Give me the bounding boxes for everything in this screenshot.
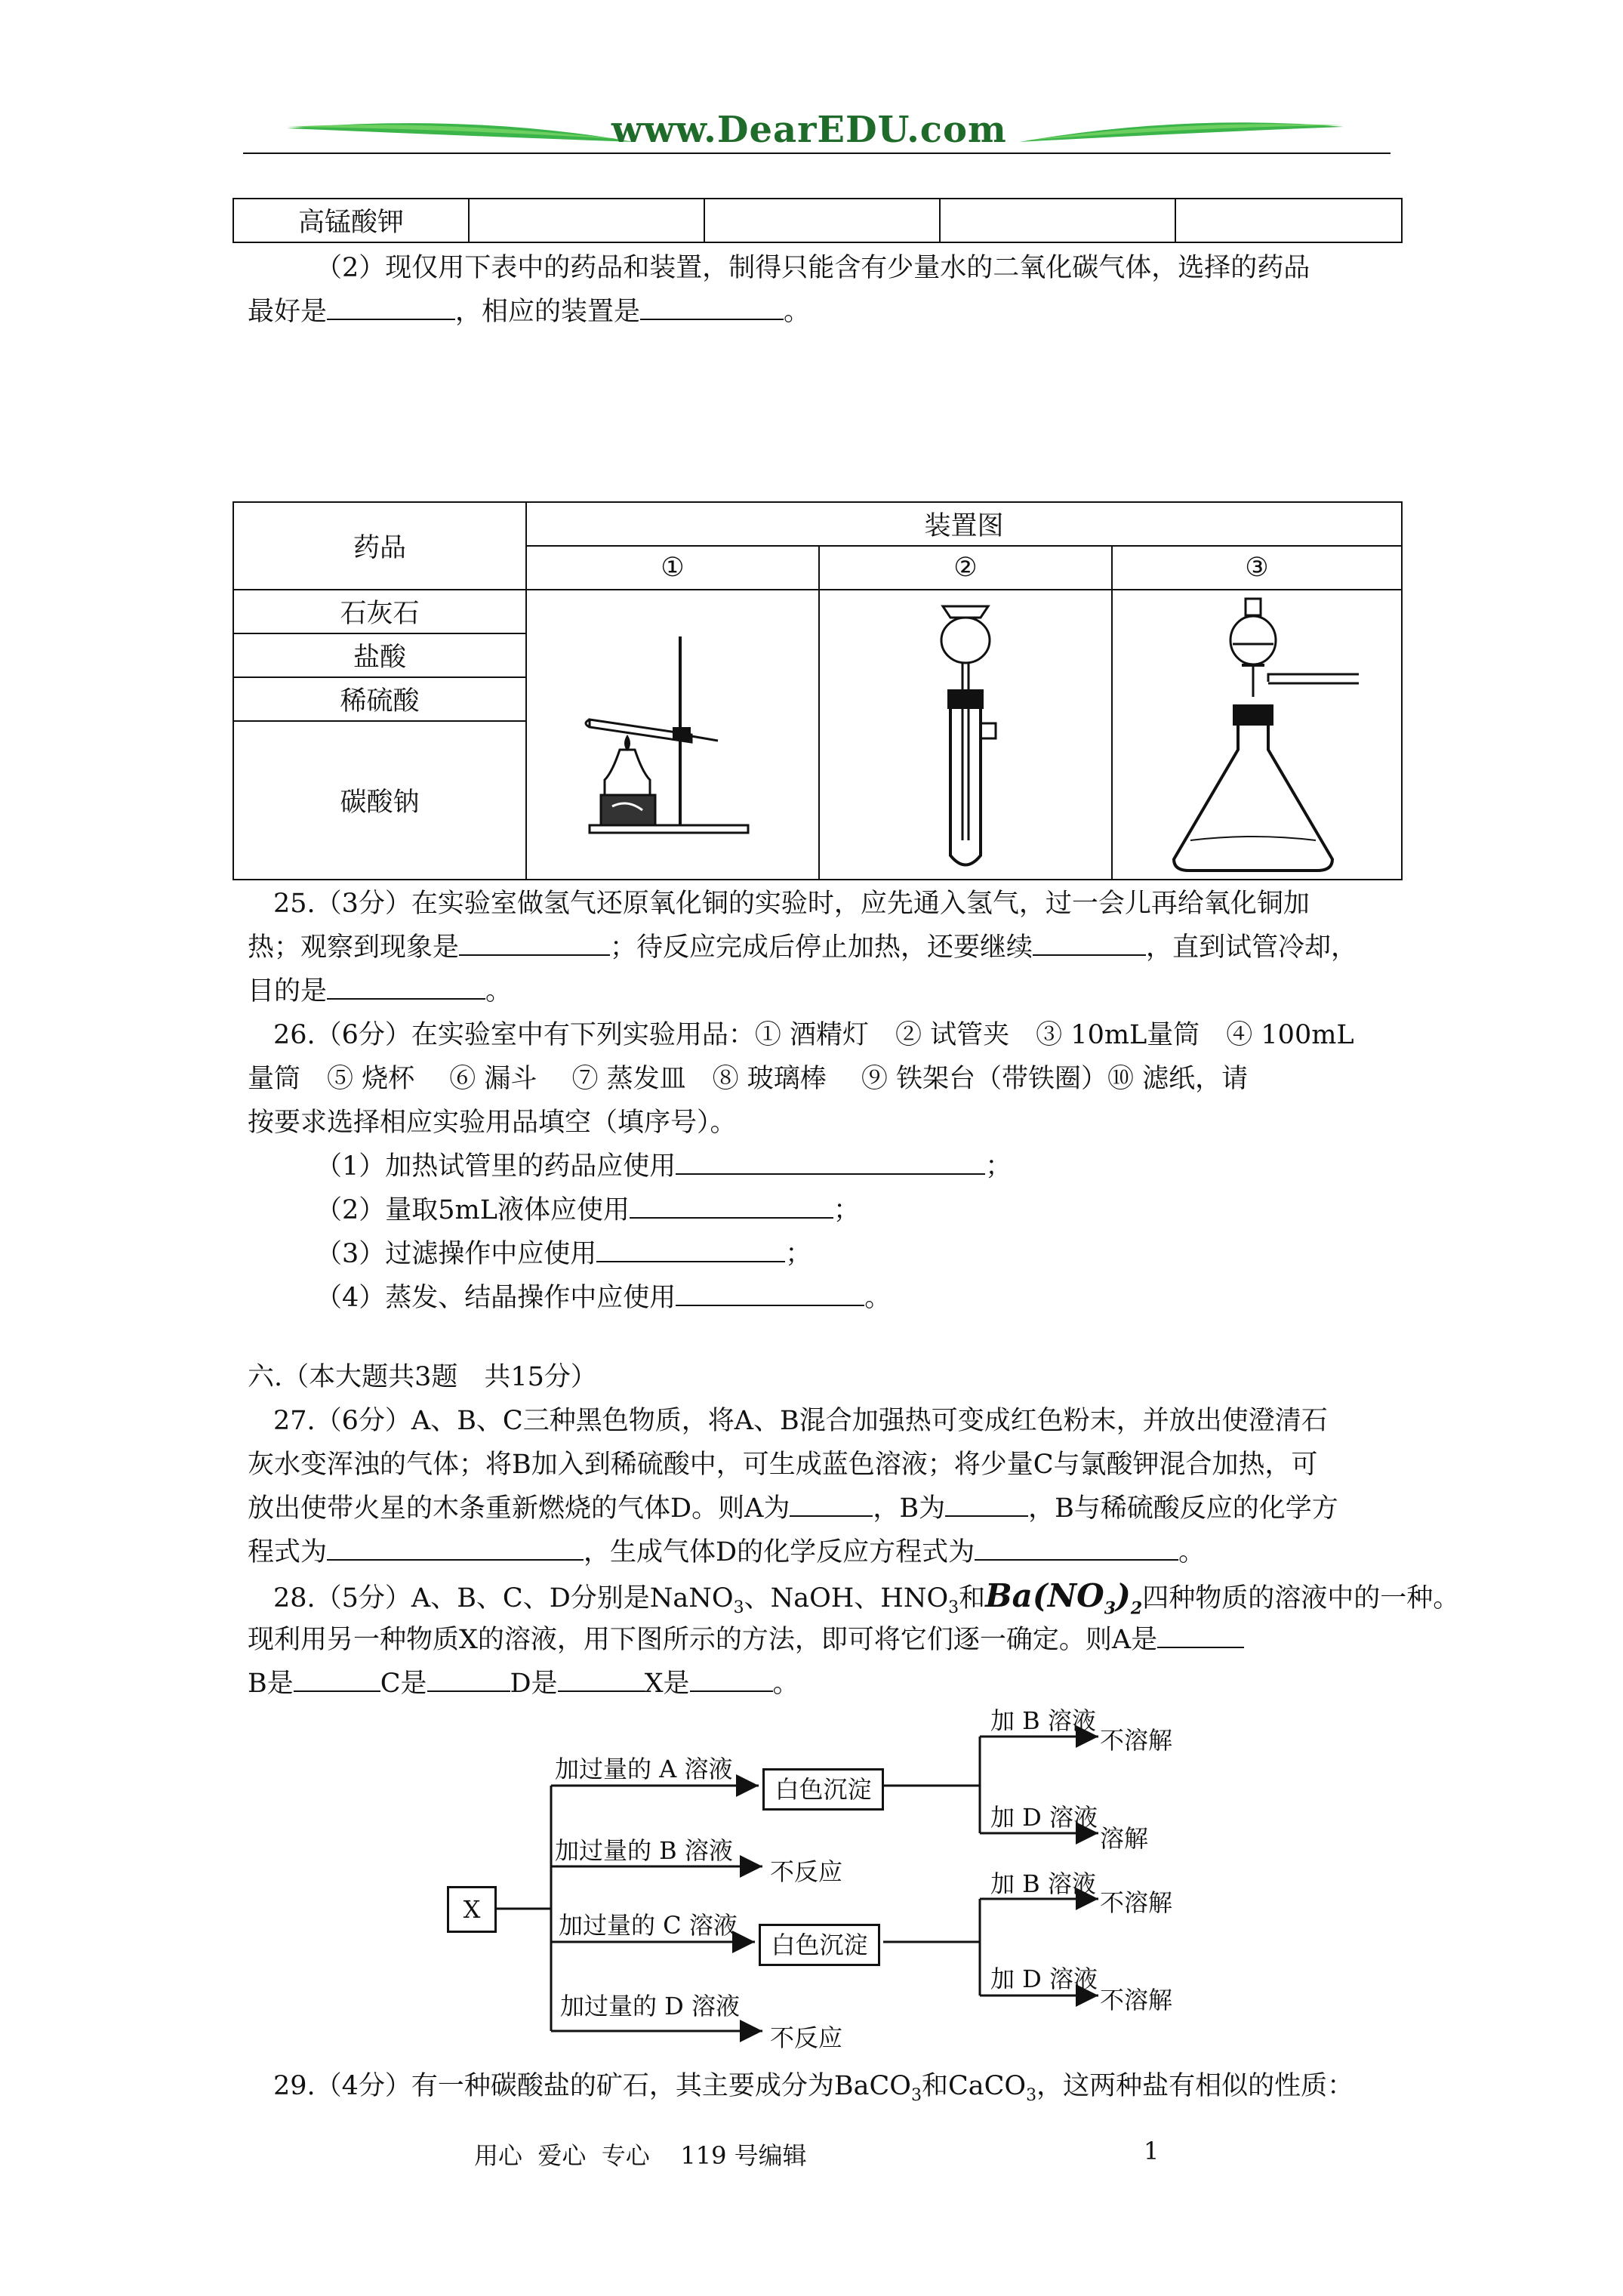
- q28-line1: 28.（5分）A、B、C、D分别是NaNO$_3$、NaOH、$HNO_3$和$Ba(NO_3)_2$四种物质的溶液中的一种。: [273, 1577, 1460, 1619]
- top-table-cell: [940, 199, 1175, 242]
- answer-blank[interactable]: [327, 971, 485, 1000]
- answer-blank[interactable]: [690, 1663, 773, 1692]
- answer-blank[interactable]: [596, 1234, 785, 1262]
- q24-2-line2: 最好是 ，相应的装置是 。: [248, 290, 810, 334]
- top-table-cell: [469, 199, 704, 242]
- flow-branch-c-label: 加过量的 C 溶液: [559, 1911, 738, 1940]
- answer-blank[interactable]: [630, 1190, 833, 1219]
- q26-sub4: （4）蒸发、结晶操作中应使用 。: [316, 1276, 891, 1320]
- answer-blank[interactable]: [327, 291, 455, 320]
- flow-white-precipitate-a: 白色沉淀: [762, 1768, 884, 1811]
- answer-blank[interactable]: [1157, 1620, 1244, 1648]
- footer-text: 用心 爱心 专心 119 号编辑: [474, 2141, 807, 2170]
- apparatus-3-cell: [1112, 590, 1402, 880]
- answer-blank[interactable]: [676, 1146, 985, 1175]
- flow-b-result: 不反应: [770, 1857, 843, 1886]
- apparatus-number-2: ②: [819, 546, 1112, 590]
- answer-blank[interactable]: [975, 1532, 1178, 1561]
- top-table: [233, 198, 1403, 243]
- barium-nitrate-formula: $Ba(NO_3)_2$: [985, 1577, 1143, 1619]
- header-banner: [242, 106, 1389, 159]
- answer-blank[interactable]: [790, 1488, 873, 1517]
- flow-d-result: 不反应: [770, 2023, 843, 2052]
- reagent-limestone: 石灰石: [233, 590, 526, 633]
- answer-blank[interactable]: [327, 1532, 584, 1561]
- reagent-sodium-carbonate: 碳酸钠: [233, 721, 526, 880]
- flow-branch-d-label: 加过量的 D 溶液: [560, 1992, 741, 2020]
- flow-a-add-b-result: 不溶解: [1100, 1726, 1173, 1755]
- identification-flowchart: [423, 1699, 1253, 2061]
- q25-line1: 25.（3分）在实验室做氢气还原氧化铜的实验时，应先通入氢气，过一会儿再给氧化铜加: [273, 889, 1310, 919]
- section-6-title: 六.（本大题共3题 共15分）: [248, 1362, 597, 1392]
- answer-blank[interactable]: [558, 1663, 645, 1692]
- page-number: 1: [1144, 2137, 1160, 2165]
- flow-branch-a-label: 加过量的 A 溶液: [555, 1755, 733, 1783]
- flow-c-add-d: 加 D 溶液: [990, 1965, 1098, 1993]
- reagent-dilute-sulfuric-acid: 稀硫酸: [233, 677, 526, 721]
- q26-line1: 26.（6分）在实验室中有下列实验用品：① 酒精灯 ② 试管夹 ③ 10mL量筒 ④ 100mL: [273, 1020, 1354, 1050]
- flow-c-add-b: 加 B 溶液: [990, 1869, 1096, 1898]
- answer-blank[interactable]: [1033, 927, 1146, 956]
- separatory-funnel-flask-icon: [1144, 591, 1370, 878]
- answer-blank[interactable]: [427, 1663, 510, 1692]
- top-table-cell: [1175, 199, 1402, 242]
- q27-line2: 灰水变浑浊的气体；将B加入到稀硫酸中，可生成蓝色溶液；将少量C与氯酸钾混合加热，可: [248, 1450, 1318, 1480]
- header-reagent: 药品: [233, 502, 526, 590]
- apparatus-table: [233, 501, 1403, 880]
- answer-blank[interactable]: [640, 291, 784, 320]
- q26-line3: 按要求选择相应实验用品填空（填序号）。: [248, 1108, 737, 1138]
- header-apparatus: 装置图: [526, 502, 1402, 546]
- flow-a-add-d: 加 D 溶液: [990, 1803, 1098, 1832]
- header-rule: [243, 153, 1390, 154]
- q27-line3: 放出使带火星的木条重新燃烧的气体D。则A为 ，B为 ，B与稀硫酸反应的化学方: [248, 1487, 1338, 1530]
- answer-blank[interactable]: [676, 1277, 864, 1306]
- answer-blank[interactable]: [945, 1488, 1028, 1517]
- q28-line2: 现利用另一种物质X的溶液，用下图所示的方法，即可将它们逐一确定。则A是: [248, 1618, 1244, 1662]
- flow-c-add-b-result: 不溶解: [1100, 1888, 1173, 1917]
- apparatus-2-cell: [819, 590, 1112, 880]
- flow-branch-b-label: 加过量的 B 溶液: [555, 1836, 733, 1865]
- top-table-cell: [704, 199, 940, 242]
- q26-sub1: （1）加热试管里的药品应使用 ；: [316, 1145, 1012, 1188]
- flow-a-add-b: 加 B 溶液: [990, 1706, 1096, 1735]
- q26-line2: 量筒 ⑤ 烧杯 ⑥ 漏斗 ⑦ 蒸发皿 ⑧ 玻璃棒 ⑨ 铁架台（带铁圈）⑩ 滤纸，请: [248, 1064, 1249, 1094]
- flow-c-add-d-result: 不溶解: [1100, 1986, 1173, 2014]
- q26-sub3: （3）过滤操作中应使用 ；: [316, 1232, 812, 1276]
- flow-white-precipitate-c: 白色沉淀: [759, 1924, 880, 1966]
- apparatus-1-cell: [526, 590, 819, 880]
- q25-line2: 热；观察到现象是 ；待反应完成后停止加热，还要继续 ，直到试管冷却，: [248, 926, 1357, 969]
- flowchart-start-x: X: [447, 1886, 497, 1933]
- top-table-row-label: 高锰酸钾: [233, 199, 469, 242]
- funnel-test-tube-icon: [890, 591, 1041, 878]
- q29-line1: 29.（4分）有一种碳酸盐的矿石，其主要成分为BaCO$_3$和CaCO$_3$，这两种盐有相似的性质：: [273, 2071, 1354, 2105]
- apparatus-number-1: ①: [526, 546, 819, 590]
- q25-line3: 目的是 。: [248, 969, 512, 1013]
- answer-blank[interactable]: [294, 1663, 380, 1692]
- apparatus-number-3: ③: [1112, 546, 1402, 590]
- q24-2-line1: （2）现仅用下表中的药品和装置，制得只能含有少量水的二氧化碳气体，选择的药品: [316, 253, 1310, 283]
- heating-tube-apparatus-icon: [559, 621, 786, 848]
- q28-line3: B是 C是 D是 X是 。: [248, 1662, 799, 1706]
- answer-blank[interactable]: [459, 927, 610, 956]
- reagent-hydrochloric-acid: 盐酸: [233, 633, 526, 677]
- flow-a-add-d-result: 溶解: [1100, 1824, 1149, 1853]
- site-logo-text: www.DearEDU.com: [611, 109, 1007, 151]
- q27-line1: 27.（6分）A、B、C三种黑色物质，将A、B混合加强热可变成红色粉末，并放出使澄清石: [273, 1406, 1328, 1436]
- q27-line4: 程式为 ，生成气体D的化学反应方程式为 。: [248, 1530, 1205, 1574]
- q26-sub2: （2）量取5mL液体应使用 ；: [316, 1188, 860, 1232]
